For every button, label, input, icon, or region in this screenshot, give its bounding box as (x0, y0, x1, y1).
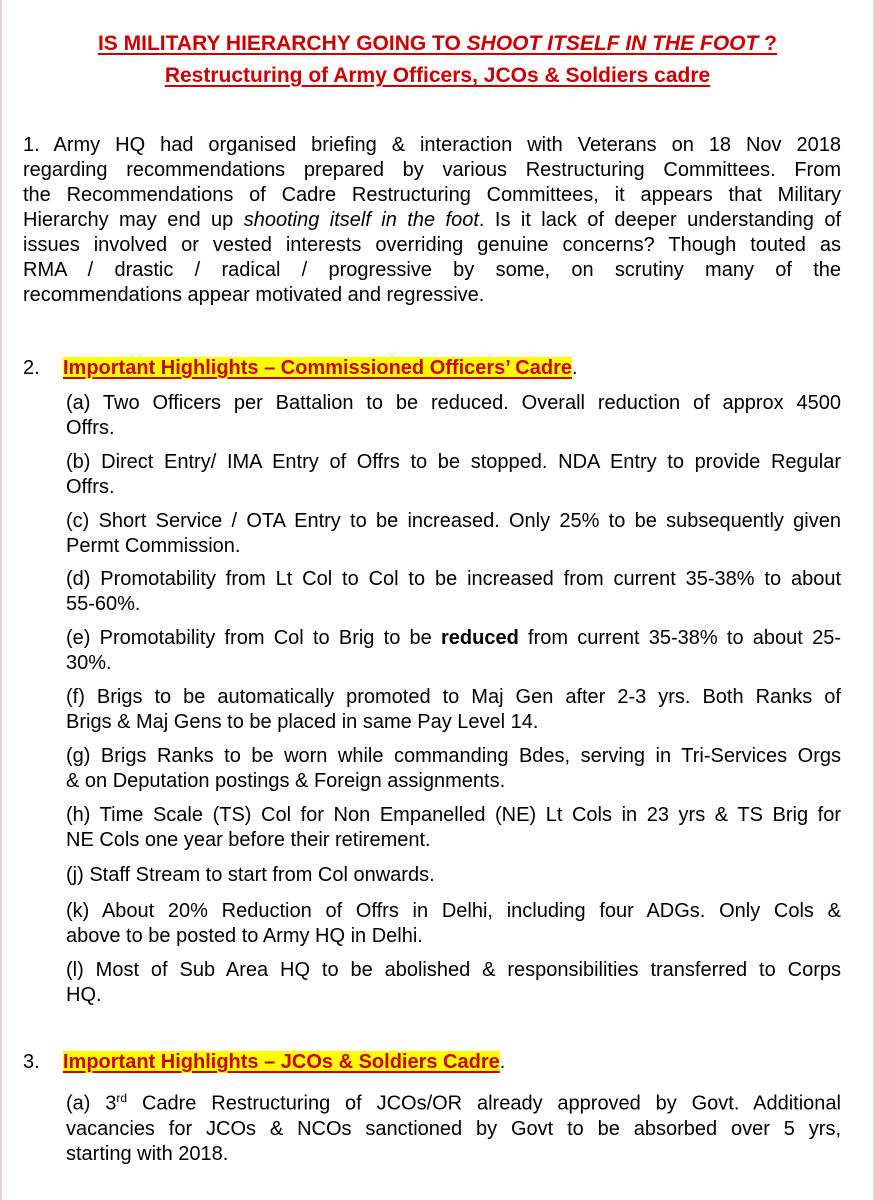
list-item-b (66, 450, 841, 500)
paragraph-line: issues involved or vested interests overriding genuine concerns? Though touted as (23, 234, 841, 256)
item-line: (l) Most of Sub Area HQ to be abolished & responsibilities transferred to Corps (66, 959, 841, 981)
item-line: (d) Promotability from Lt Col to Col to be increased from current 35-38% to about (66, 568, 841, 590)
item-line: (j) Staff Stream to start from Col onwards. (66, 864, 435, 886)
item-line: NE Cols one year before their retirement. (66, 829, 431, 851)
paragraph-line: regarding recommendations prepared by various Restructuring Committees. From (23, 159, 841, 181)
section-2-heading (23, 356, 578, 381)
paragraph-line: 1. Army HQ had organised briefing & interaction with Veterans on 18 Nov 2018 (23, 134, 841, 156)
list-item-a (66, 391, 841, 441)
item-line: Brigs & Maj Gens to be placed in same Pay Level 14. (66, 711, 539, 733)
text-fragment: (a) 3 (66, 1092, 117, 1115)
item-line: & on Deputation postings & Foreign assignments. (66, 770, 506, 792)
text-fragment: from current 35-38% to about 25- (518, 627, 841, 649)
document-subtitle: Restructuring of Army Officers, JCOs & Soldiers cadre (164, 64, 711, 87)
paragraph-1 (23, 133, 841, 308)
section-number: 3. (23, 1051, 40, 1073)
paragraph-line (23, 208, 841, 233)
text-fragment: (e) Promotability from Col to Brig to be (66, 627, 442, 649)
list-item-d (66, 567, 841, 617)
list-item-l (66, 958, 841, 1008)
list-item-h (66, 803, 841, 853)
superscript: rd (116, 1091, 128, 1105)
item-line: (a) Two Officers per Battalion to be reduced. Overall reduction of approx 4500 (66, 392, 841, 414)
page-edge-left (0, 0, 2, 1200)
document-title (0, 32, 875, 56)
section-number: 2. (23, 357, 40, 379)
item-line: starting with 2018. (66, 1142, 229, 1165)
list-item-k (66, 899, 841, 949)
item-line: above to be posted to Army HQ in Delhi. (66, 925, 423, 947)
text-fragment: Cadre Restructuring of JCOs/OR already approved by Govt. Additional (127, 1092, 841, 1115)
highlighted-heading: Important Highlights – Commissioned Officers’ Cadre (63, 357, 572, 379)
heading-period: . (571, 357, 578, 379)
list-item-3a (66, 1086, 841, 1167)
paragraph-line: recommendations appear motivated and regressive. (23, 284, 485, 306)
list-item-g (66, 744, 841, 794)
item-line: 30%. (66, 652, 112, 674)
title-text: IS MILITARY HIERARCHY GOING TO (97, 32, 467, 55)
item-line: (f) Brigs to be automatically promoted to Maj Gen after 2-3 yrs. Both Ranks of (66, 686, 841, 708)
section-3-heading (23, 1050, 505, 1075)
item-line: (h) Time Scale (TS) Col for Non Empanelled (NE) Lt Cols in 23 yrs & TS Brig for (66, 804, 841, 826)
italic-text: shooting itself in the foot (243, 209, 479, 231)
paragraph-line: the Recommendations of Cadre Restructuring Committees, it appears that Military (23, 184, 841, 206)
heading-period: . (499, 1051, 506, 1073)
bold-text: reduced (441, 627, 519, 649)
item-line (66, 626, 841, 651)
text-fragment: . Is it lack of deeper understanding of (478, 209, 842, 231)
item-line: Offrs. (66, 417, 115, 439)
highlighted-heading: Important Highlights – JCOs & Soldiers Cadre (63, 1051, 500, 1073)
title-italic-text: SHOOT ITSELF IN THE FOOT (466, 32, 759, 55)
item-line: 55-60%. (66, 593, 141, 615)
item-line: HQ. (66, 984, 102, 1006)
list-item-e (66, 626, 841, 676)
list-item-c (66, 509, 841, 559)
item-line: (b) Direct Entry/ IMA Entry of Offrs to be stopped. NDA Entry to provide Regular (66, 451, 841, 473)
item-line (66, 1086, 841, 1117)
list-item-f (66, 685, 841, 735)
item-line: (k) About 20% Reduction of Offrs in Delhi, including four ADGs. Only Cols & (66, 900, 841, 922)
item-line: vacancies for JCOs & NCOs sanctioned by Govt to be absorbed over 5 yrs, (66, 1117, 841, 1140)
item-line: Offrs. (66, 476, 115, 498)
text-fragment: Hierarchy may end up (23, 209, 244, 231)
item-line: (c) Short Service / OTA Entry to be increased. Only 25% to be subsequently given (66, 510, 841, 532)
list-item-j (66, 863, 841, 888)
item-line: Permt Commission. (66, 535, 241, 557)
item-line: (g) Brigs Ranks to be worn while commanding Bdes, serving in Tri-Services Orgs (66, 745, 841, 767)
title-suffix: ? (758, 32, 778, 55)
paragraph-line: RMA / drastic / radical / progressive by some, on scrutiny many of the (23, 259, 841, 281)
